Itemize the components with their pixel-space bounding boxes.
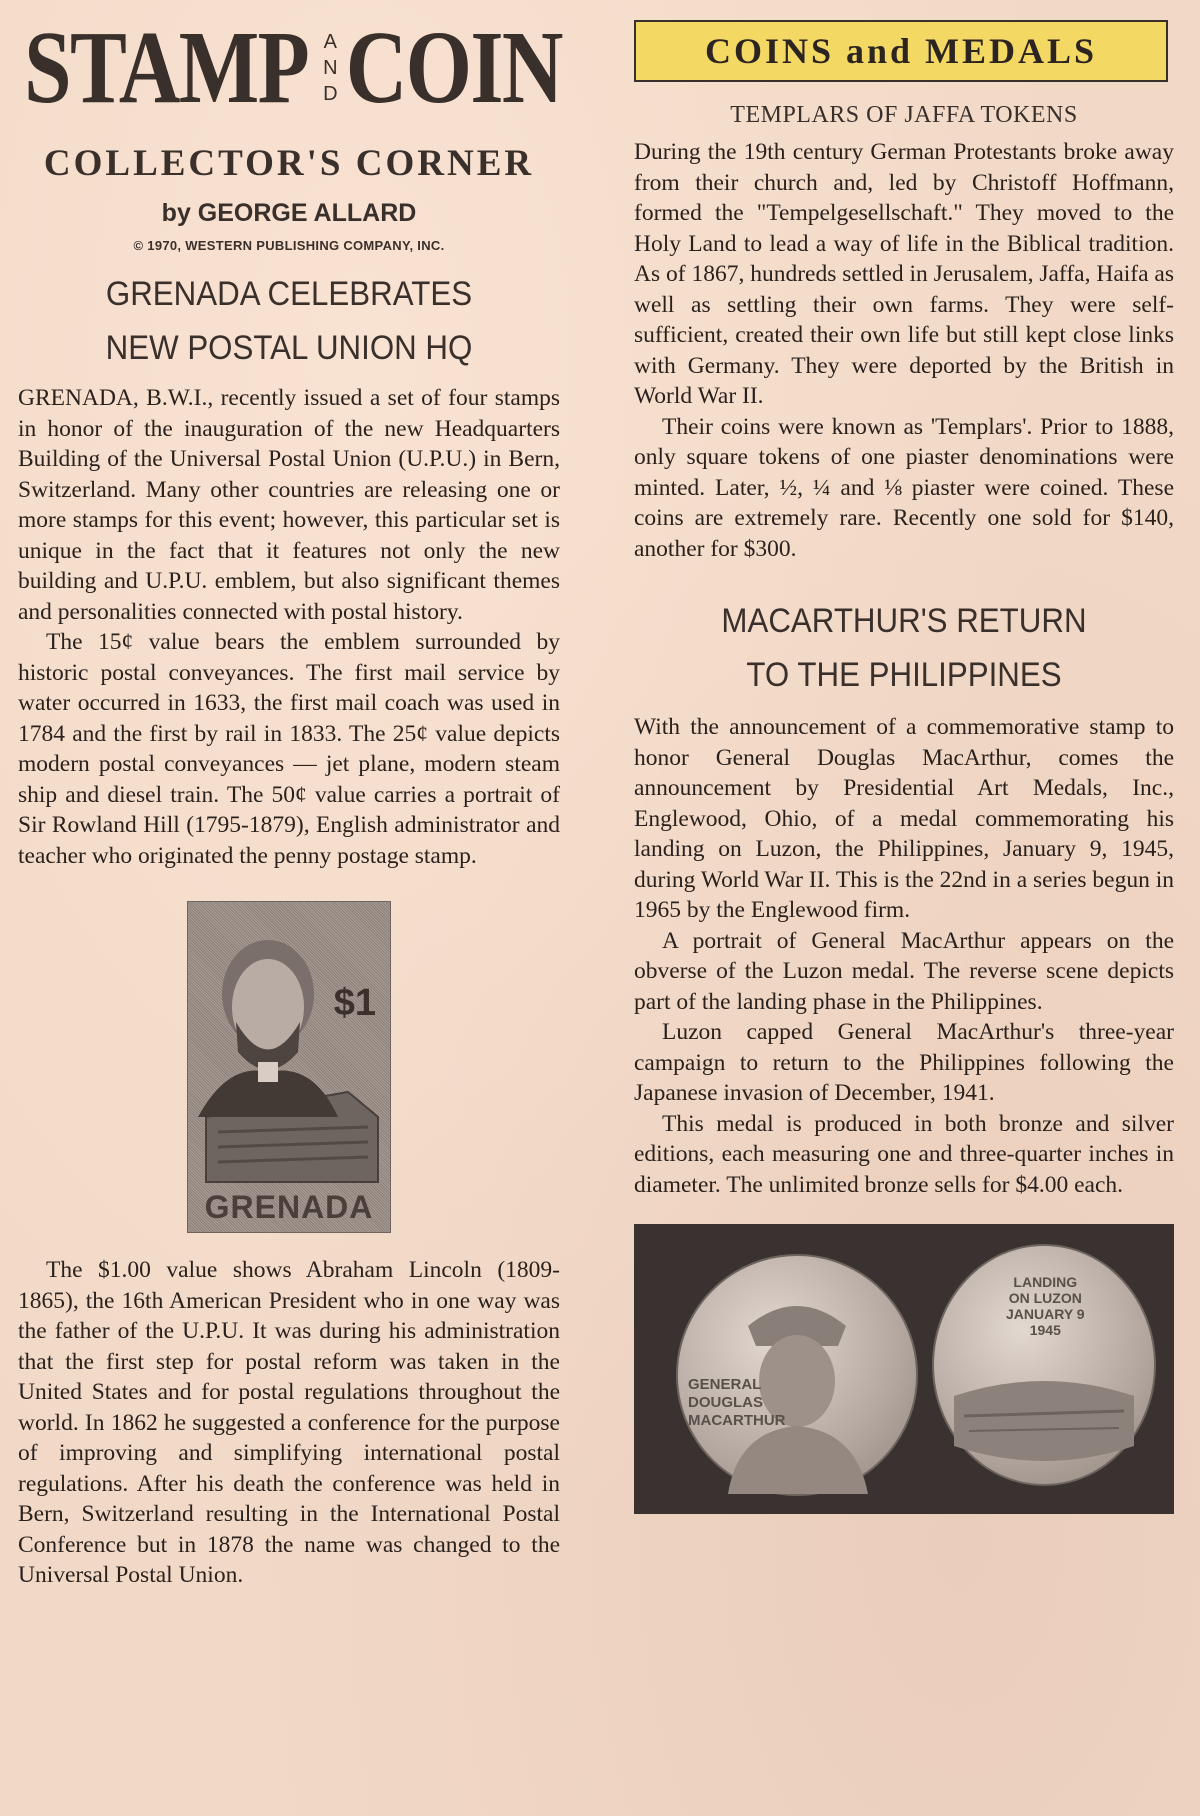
paragraph: During the 19th century German Protestants broke away from their church and, led by Christoff Hoffmann, formed the "Tempelgesellschaft." They moved to the Holy Land to lead a way of life in the Biblical tradition. As of 1867, hundreds settled in Jerusalem, Jaffa, Haifa as well as settling their own farms. They were self-sufficient, created their own life but still kept close links with Germany. They were deported by the British in World War II. bbox=[634, 139, 1174, 409]
article-body-grenada bbox=[18, 383, 560, 871]
paragraph: Their coins were known as 'Templars'. Prior to 1888, only square tokens of one piaster denominations were minted. Later, ½, ¼ and ⅛ piaster were coined. These coins are extremely rare. Recently one sold for $140, another for $300. bbox=[634, 413, 1174, 562]
medal-obverse-inscription bbox=[688, 1376, 786, 1430]
stamp-country: GRENADA bbox=[204, 1189, 374, 1225]
copyright-notice: © 1970, WESTERN PUBLISHING COMPANY, INC. bbox=[133, 238, 445, 253]
inscription-line: JANUARY 9 bbox=[1006, 1306, 1085, 1322]
article-body-grenada-continued bbox=[18, 1255, 560, 1591]
medal-reverse-inscription bbox=[1006, 1274, 1085, 1338]
masthead-and-letter: N bbox=[323, 57, 338, 79]
inscription-line: 1945 bbox=[1029, 1322, 1061, 1338]
paragraph: The 15¢ value bears the emblem surrounded by historic postal conveyances. The first mail service by water occurred in 1633, the first mail coach was used in 1784 and the first by rail in 1833. The 25¢ value depicts modern postal conveyances — jet plane, modern steam ship and diesel train. The 50¢ value carries a portrait of Sir Rowland Hill (1795-1879), English administrator and teacher who originated the penny postage stamp. bbox=[18, 629, 560, 869]
luzon-medal-photo bbox=[634, 1224, 1174, 1514]
paragraph: With the announcement of a commemorative stamp to honor General Douglas MacArthur, comes the announcement by Presidential Art Medals, Inc., Englewood, Ohio, of a medal commemorating his landing on Luzon, the Philippines, January 9, 1945, during World War II. This is the 22nd in a series begun in 1965 by the Englewood firm. bbox=[634, 714, 1174, 923]
inscription-line: DOUGLAS bbox=[688, 1394, 763, 1411]
inscription-line: MACARTHUR bbox=[688, 1412, 786, 1429]
masthead bbox=[18, 8, 560, 128]
masthead-and bbox=[323, 29, 337, 107]
paragraph: The $1.00 value shows Abraham Lincoln (1809-1865), the 16th American President who in one way was the father of the U.P.U. It was during his administration that the first step for postal reform was taken in the United States and for postal regulations throughout the world. In 1862 he suggested a conference for the purpose of improving and simplifying international postal regulations. After his death the conference was held in Bern, Switzerland resulting in the International Postal Conference but in 1878 the name was changed to the Universal Postal Union. bbox=[18, 1257, 560, 1588]
article-headline-grenada bbox=[40, 267, 539, 375]
inscription-line: ON LUZON bbox=[1008, 1290, 1082, 1306]
paragraph: This medal is produced in both bronze and silver editions, each measuring one and three-quarter inches in diameter. The unlimited bronze sells for $4.00 each. bbox=[634, 1110, 1174, 1198]
article-headline-macarthur bbox=[656, 594, 1153, 702]
paragraph: A portrait of General MacArthur appears on the obverse of the Luzon medal. The reverse scene depicts part of the landing phase in the Philippines. bbox=[634, 927, 1174, 1015]
article-body-templars bbox=[634, 137, 1174, 564]
stamp-denomination: $1 bbox=[333, 982, 376, 1024]
macarthur-portrait bbox=[678, 1256, 916, 1494]
paragraph: Luzon capped General MacArthur's three-year campaign to return to the Philippines following the Japanese invasion of December, 1941. bbox=[634, 1019, 1174, 1106]
masthead-stamp: STAMP bbox=[24, 10, 308, 125]
article-title-templars: TEMPLARS OF JAFFA TOKENS bbox=[730, 102, 1078, 128]
headline-line: MACARTHUR'S RETURN bbox=[721, 602, 1087, 640]
masthead-coin: COIN bbox=[345, 10, 562, 125]
column-subtitle: COLLECTOR'S CORNER bbox=[43, 143, 535, 184]
stamp-illustration bbox=[188, 902, 390, 1232]
right-column bbox=[634, 8, 1174, 1514]
headline-line: TO THE PHILIPPINES bbox=[746, 656, 1062, 694]
inscription-line: LANDING bbox=[1013, 1274, 1078, 1290]
article-body-macarthur bbox=[634, 712, 1174, 1200]
left-column bbox=[18, 8, 560, 1591]
medal-obverse bbox=[676, 1254, 918, 1496]
headline-line: NEW POSTAL UNION HQ bbox=[105, 329, 473, 367]
paragraph: GRENADA, B.W.I., recently issued a set of four stamps in honor of the inauguration of the new Headquarters Building of the Universal Postal Union (U.P.U.) in Bern, Switzerland. Many other countries are releasing one or more stamps for this event; however, this particular set is unique in the fact that it features not only the new building and U.P.U. emblem, but also significant themes and personalities connected with postal history. bbox=[18, 385, 560, 625]
section-banner: COINS and MEDALS bbox=[634, 20, 1168, 82]
headline-line: GRENADA CELEBRATES bbox=[105, 275, 473, 313]
inscription-line: GENERAL bbox=[688, 1376, 762, 1393]
lincoln-stamp-image bbox=[187, 901, 391, 1233]
byline: by GEORGE ALLARD bbox=[161, 199, 417, 227]
masthead-and-letter: D bbox=[323, 83, 338, 105]
medal-reverse bbox=[932, 1244, 1156, 1486]
masthead-and-letter: A bbox=[323, 31, 338, 53]
